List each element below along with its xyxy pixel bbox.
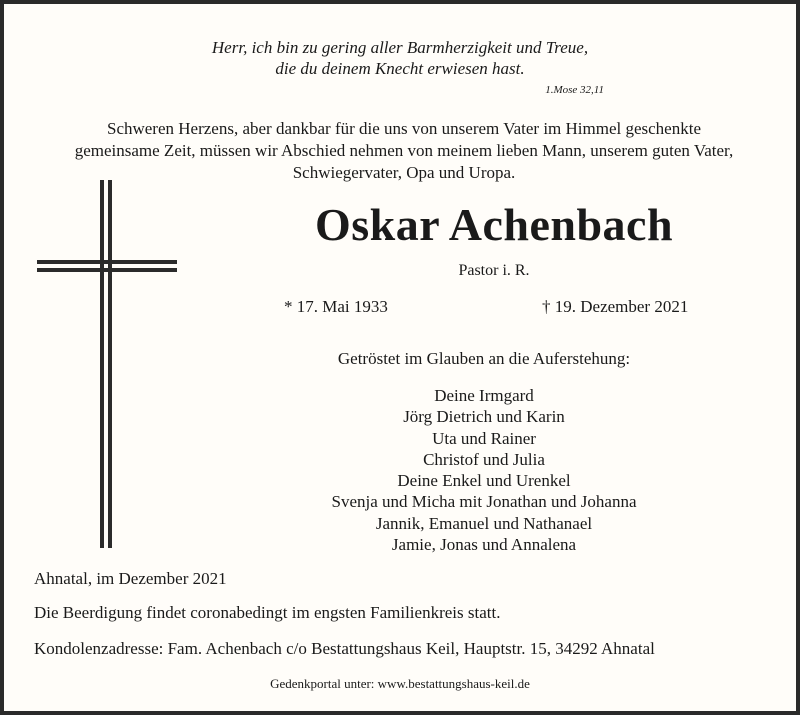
deceased-title: Pastor i. R. — [458, 262, 530, 279]
intro-text — [34, 118, 774, 184]
condolence-address: Kondolenzadresse: Fam. Achenbach c/o Bestattungshaus Keil, Hauptstr. 15, 34292 Ahnatal — [34, 639, 655, 658]
death-date: † 19. Dezember 2021 — [542, 297, 689, 316]
bible-verse — [4, 37, 796, 79]
mourner-entry: Jannik, Emanuel und Nathanael — [375, 513, 593, 533]
deceased-name: Oskar Achenbach — [314, 199, 674, 250]
birth-date: * 17. Mai 1933 — [284, 297, 388, 316]
mourner-entry: Deine Enkel und Urenkel — [397, 471, 571, 491]
mourner-entry: Uta und Rainer — [432, 428, 536, 448]
mourners-list — [274, 385, 694, 555]
consolation-line: Getröstet im Glauben an die Auferstehung: — [337, 349, 631, 368]
intro-line-2: gemeinsame Zeit, müssen wir Abschied nehmen von meinem lieben Mann, unserem guten Vater, — [74, 141, 734, 160]
verse-line-2: die du deinem Knecht erwiesen hast. — [275, 59, 525, 78]
mourner-entry: Jamie, Jonas und Annalena — [391, 535, 577, 555]
cross-icon — [37, 180, 187, 550]
verse-line-1: Herr, ich bin zu gering aller Barmherzigkeit und Treue, — [211, 38, 589, 57]
mourner-entry: Jörg Dietrich und Karin — [403, 407, 565, 427]
intro-line-1: Schweren Herzens, aber dankbar für die uns von unserem Vater im Himmel geschenkte — [106, 119, 701, 138]
verse-reference: 1.Mose 32,11 — [545, 84, 604, 96]
memorial-portal: Gedenkportal unter: www.bestattungshaus-keil.de — [270, 676, 530, 691]
intro-line-3: Schwiegervater, Opa und Uropa. — [292, 163, 516, 182]
mourner-entry: Christof und Julia — [423, 449, 545, 469]
mourner-entry: Deine Irmgard — [434, 386, 534, 405]
funeral-note: Die Beerdigung findet coronabedingt im engsten Familienkreis statt. — [34, 603, 501, 622]
mourner-entry: Svenja und Micha mit Jonathan und Johanna — [331, 492, 637, 512]
place-date: Ahnatal, im Dezember 2021 — [34, 569, 227, 588]
